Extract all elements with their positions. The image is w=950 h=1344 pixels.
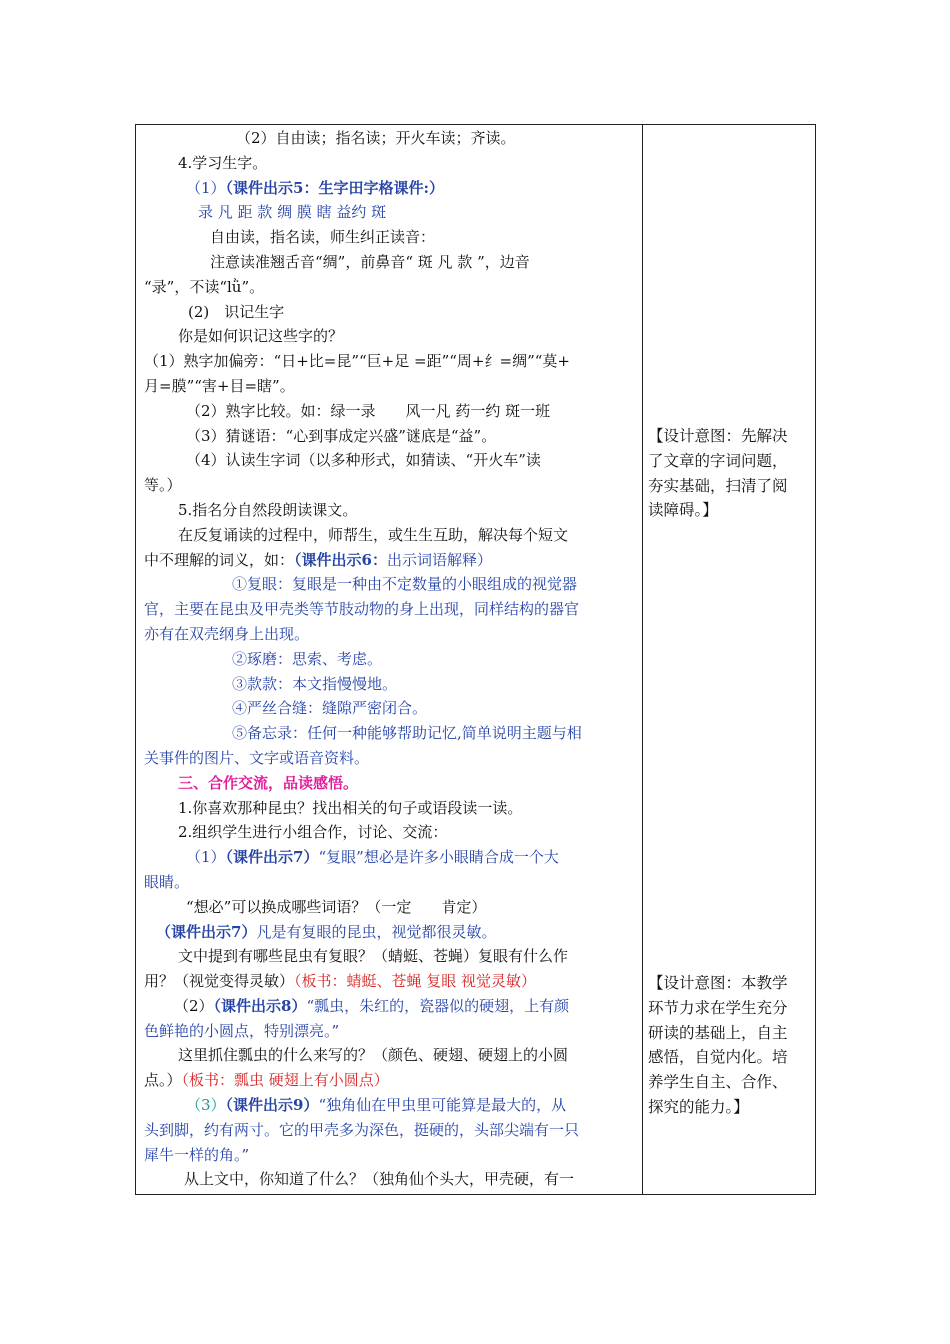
note-line: 【设计意图：先解决 (648, 427, 788, 445)
design-intent-note (648, 424, 810, 523)
text-segment: （课件出示5：生字田字格课件:） (225, 178, 445, 197)
text-line (144, 1118, 636, 1143)
text-segment: ②琢磨：思索、考虑。 (232, 649, 383, 668)
text-line (144, 994, 636, 1019)
text-segment: 色鲜艳的小圆点，特别漂亮。” (144, 1021, 340, 1040)
note-line: 环节力求在学生充分 (648, 998, 788, 1017)
text-line (144, 1019, 636, 1044)
text-line (144, 324, 636, 349)
design-intent-note (648, 971, 810, 1120)
text-segment: 这里抓住瓢虫的什么来写的？（颜色、硬翅、硬翅上的小圆 (178, 1046, 569, 1065)
text-segment: （板书：瓢虫 硬翅上有小圆点） (181, 1071, 389, 1090)
text-segment: ⑤备忘录：任何一种能够帮助记忆,简单说明主题与相 (232, 724, 582, 743)
text-line (144, 597, 636, 622)
text-line (144, 969, 636, 994)
text-line (144, 944, 636, 969)
text-segment: 等。） (144, 476, 182, 495)
text-segment: 你是如何识记这些字的？ (178, 327, 344, 346)
text-segment: 眼睛。 (144, 872, 190, 891)
text-segment: 注意读准翘舌音“绸”，前鼻音“ 斑 凡 款 ”，边音 (210, 252, 530, 271)
text-segment: （1） (186, 178, 226, 197)
text-line (144, 448, 636, 473)
text-line (144, 473, 636, 498)
text-segment: 凡是有复眼的昆虫，视觉都很灵敏。 (256, 922, 497, 941)
text-segment: “独角仙在甲虫里可能算是最大的，从 (318, 1096, 567, 1115)
text-line (144, 746, 636, 771)
text-line (144, 548, 636, 573)
text-line (144, 895, 636, 920)
text-line (144, 622, 636, 647)
text-line (144, 250, 636, 275)
text-segment: 月=膜”“害+目=瞎”。 (144, 376, 295, 395)
text-segment: （4）认读生字词（以多种形式，如猜读、“开火车”读 (186, 451, 541, 470)
text-segment: （2）熟字比较。如：绿一录 风一凡 药一约 斑一班 (186, 401, 551, 420)
text-segment: 1.你喜欢那种昆虫？找出相关的句子或语段读一读。 (178, 798, 523, 817)
text-segment: （1） (186, 848, 226, 867)
text-line (144, 1093, 636, 1118)
text-line (144, 374, 636, 399)
text-segment: “录”，不读“lǜ”。 (144, 277, 265, 296)
text-line (144, 920, 636, 945)
text-line (144, 126, 636, 151)
text-line (144, 225, 636, 250)
text-line (144, 647, 636, 672)
text-segment: 文中提到有哪些昆虫有复眼？（蜻蜓、苍蝇）复眼有什么作 (178, 947, 569, 966)
column-divider (642, 124, 643, 1195)
text-segment: (2) 识记生字 (188, 302, 285, 321)
text-line (144, 176, 636, 201)
text-line (144, 200, 636, 225)
text-line (144, 1068, 636, 1093)
text-line (144, 498, 636, 523)
text-segment: 点。） (144, 1071, 182, 1090)
text-segment: ④严丝合缝：缝隙严密闭合。 (232, 699, 428, 718)
text-segment: （3）猜谜语：“心到事成定兴盛”谜底是“益”。 (186, 426, 497, 445)
text-line (144, 1143, 636, 1168)
text-segment: “复眼”想必是许多小眼睛合成一个大 (318, 848, 559, 867)
text-line (144, 523, 636, 548)
text-segment: “想必”可以换成哪些词语？（一定 肯定） (186, 897, 487, 916)
text-segment: 录 凡 距 款 绸 膜 瞎 益约 斑 (198, 203, 387, 222)
note-line: 研读的基础上，自主 (648, 1023, 788, 1042)
text-line (144, 151, 636, 176)
text-segment: （2）自由读；指名读；开火车读；齐读。 (236, 129, 516, 147)
text-segment: 4.学习生字。 (178, 153, 268, 172)
text-segment: 犀牛一样的角。” (144, 1145, 250, 1164)
text-segment: 亦有在双壳纲身上出现。 (144, 624, 310, 643)
text-segment: 2.组织学生进行小组合作，讨论、交流： (178, 823, 448, 842)
text-line (144, 820, 636, 845)
text-line (144, 1043, 636, 1068)
note-line: 探究的能力。】 (648, 1097, 749, 1116)
note-line: 夯实基础，扫清了阅 (648, 476, 788, 495)
text-line (144, 696, 636, 721)
text-segment: 在反复诵读的过程中，师帮生，或生生互助，解决每个短文 (178, 525, 569, 544)
text-line (144, 1167, 636, 1192)
text-line (144, 572, 636, 597)
note-line: 感悟，自觉内化。培 (648, 1048, 788, 1067)
text-segment: 关事件的图片、文字或语音资料。 (144, 748, 370, 767)
note-line: 【设计意图：本教学 (648, 974, 788, 992)
text-segment: ③款款：本文指慢慢地。 (232, 674, 398, 693)
note-line: 了文章的字词问题， (648, 451, 788, 470)
text-segment: ①复眼：复眼是一种由不定数量的小眼组成的视觉器 (232, 575, 578, 594)
text-segment: （课件出示8） (213, 996, 307, 1015)
text-line (144, 349, 636, 374)
text-line (144, 845, 636, 870)
note-line: 养学生自主、合作、 (648, 1073, 788, 1092)
text-line (144, 771, 636, 796)
text-segment: （课件出示7） (225, 848, 319, 867)
text-segment: 三、合作交流，品读感悟。 (178, 773, 359, 792)
text-segment: 中不理解的词义，如： (144, 550, 295, 569)
text-segment: （课件出示7） (156, 922, 257, 941)
text-segment: （3） (186, 1096, 226, 1115)
note-line: 读障碍。】 (648, 501, 718, 520)
text-line (144, 672, 636, 697)
text-segment: 从上文中，你知道了什么？（独角仙个头大，甲壳硬，有一 (184, 1170, 575, 1189)
text-segment: “瓢虫，朱红的，瓷器似的硬翅，上有颜 (306, 996, 570, 1015)
text-line (144, 275, 636, 300)
text-segment: 头到脚，约有两寸。它的甲壳多为深色，挺硬的，头部尖端有一只 (144, 1120, 580, 1139)
text-segment: 用？（视觉变得灵敏） (144, 972, 295, 991)
text-line (144, 796, 636, 821)
text-segment: （课件出示6： (294, 550, 387, 569)
text-line (144, 870, 636, 895)
text-segment: 官，主要在昆虫及甲壳类等节肢动物的身上出现，同样结构的器官 (144, 600, 580, 619)
text-line (144, 721, 636, 746)
text-segment: 出示词语解释） (386, 550, 492, 569)
text-segment: 自由读，指名读，师生纠正读音： (210, 228, 436, 247)
text-segment: （课件出示9） (225, 1096, 319, 1115)
text-line (144, 399, 636, 424)
text-line (144, 424, 636, 449)
text-line (144, 300, 636, 325)
text-segment: 5.指名分自然段朗读课文。 (178, 500, 358, 519)
text-segment: （板书：蜻蜓、苍蝇 复眼 视觉灵敏） (294, 972, 537, 991)
text-segment: （2） (174, 996, 214, 1015)
text-segment: （1）熟字加偏旁：“日+比=昆”“巨+足 =距”“周+纟=绸”“莫+ (144, 352, 570, 371)
lesson-process-column (144, 126, 636, 1192)
